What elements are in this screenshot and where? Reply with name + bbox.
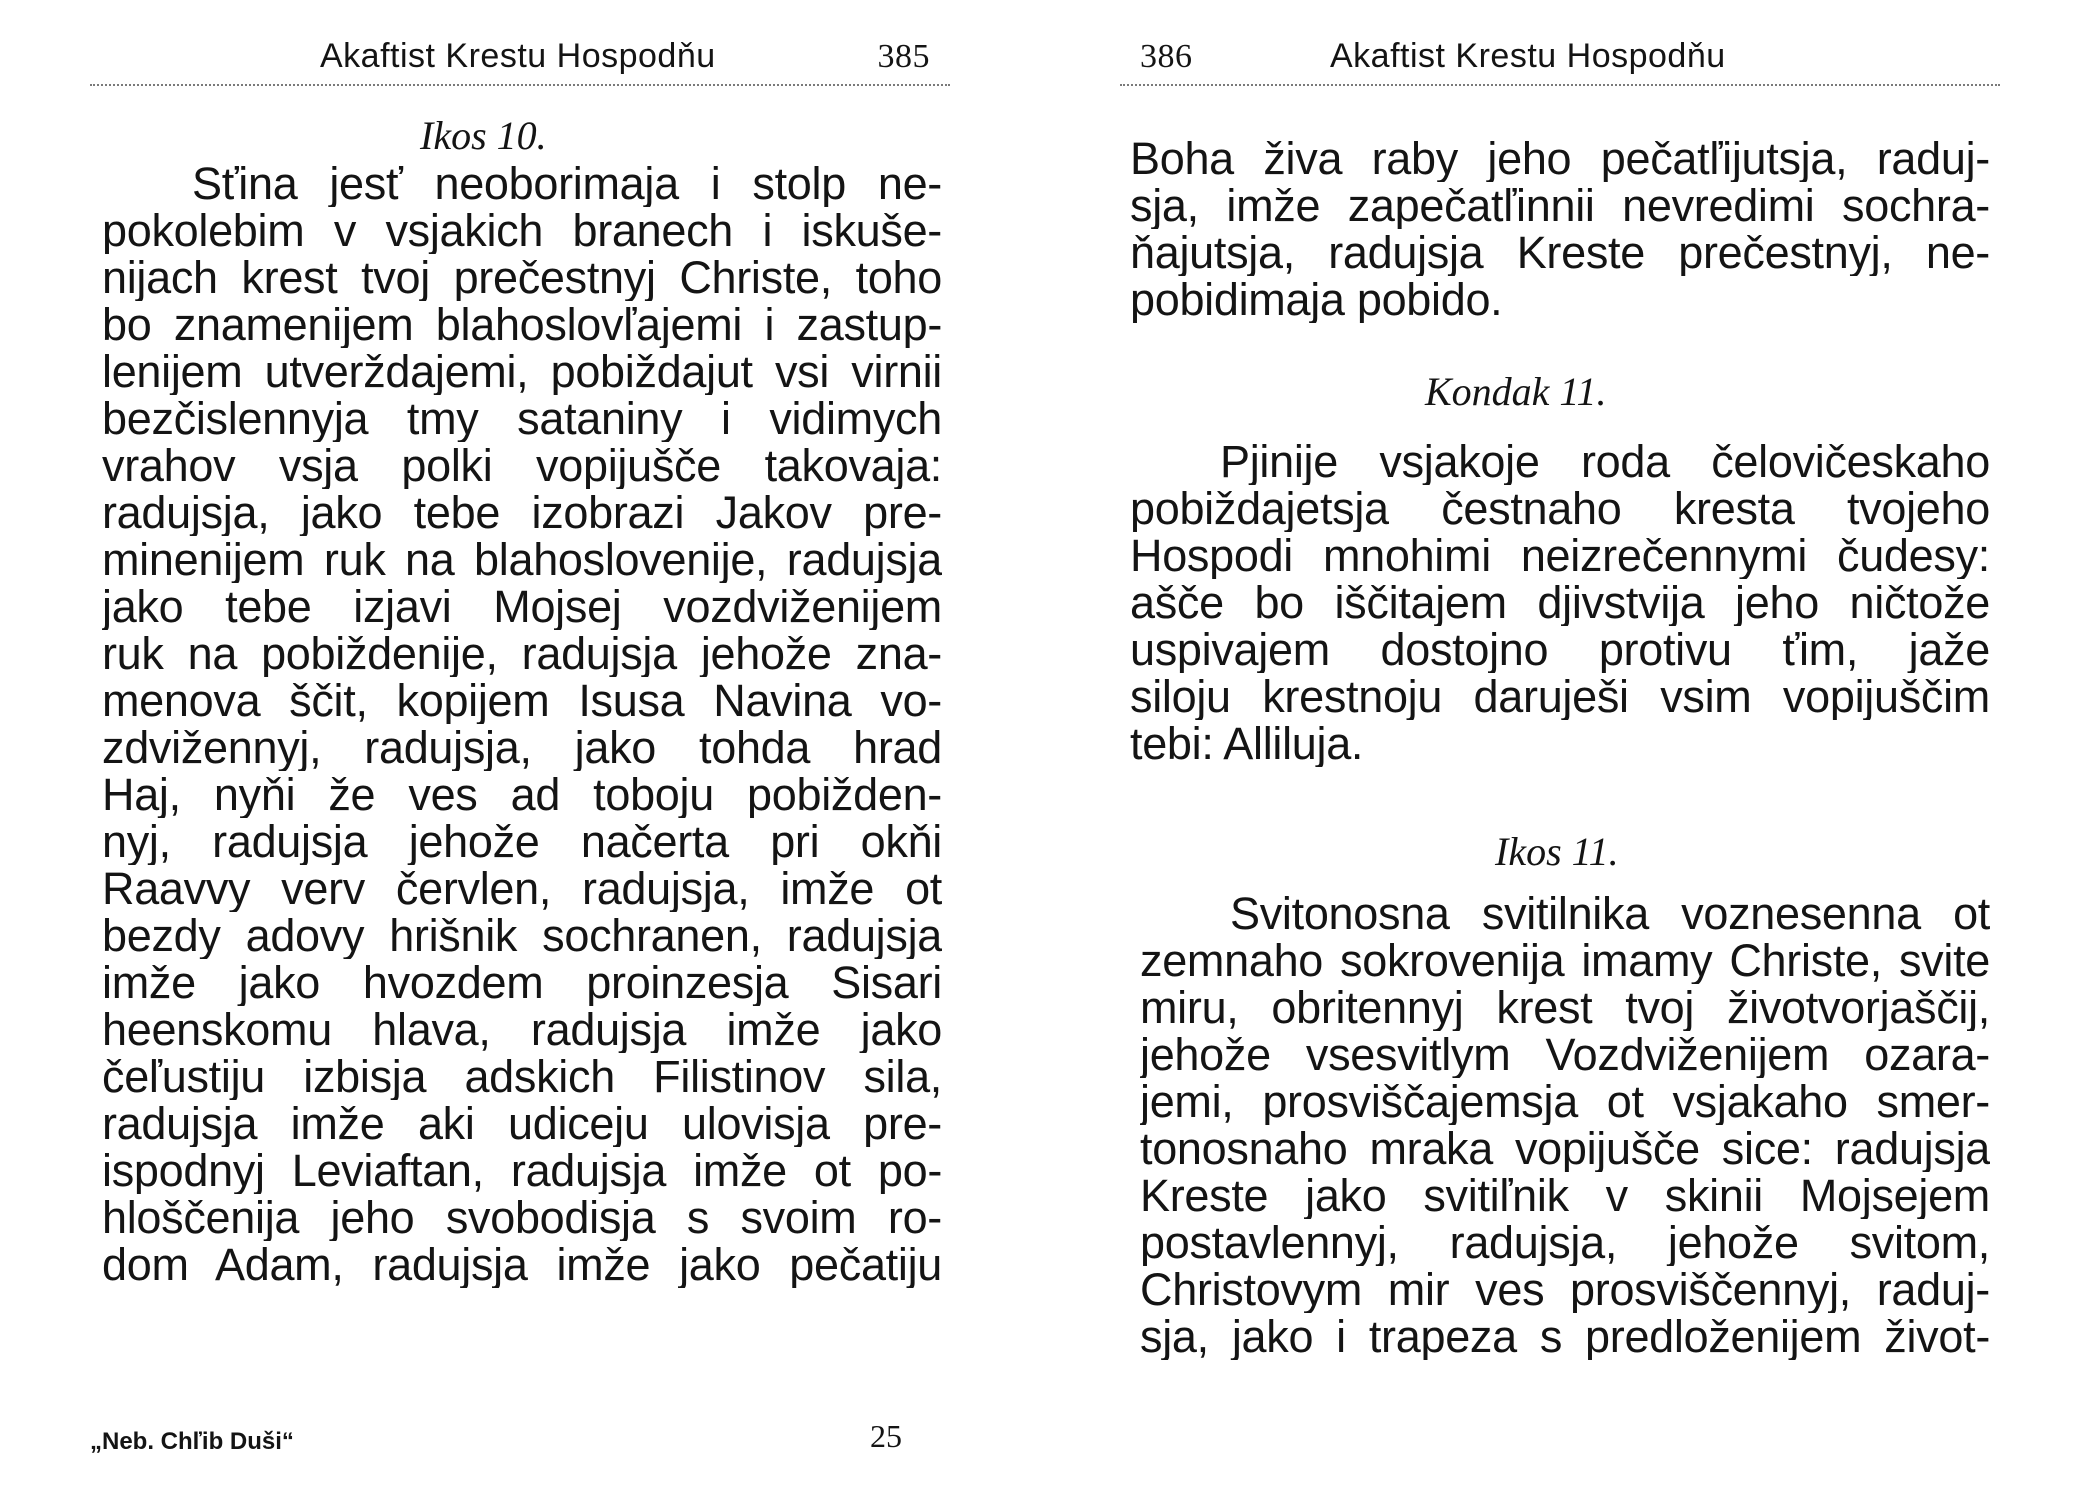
text-line: ňajutsja, radujsja Kreste prečestnyj, ne- bbox=[1130, 229, 1990, 276]
text-line: siloju krestnoju daruješi vsim vopijuščim bbox=[1130, 673, 1990, 720]
text-line: hloščenija jeho svobodisja s svoim ro- bbox=[102, 1194, 942, 1241]
text-line: tebi: Alliluja. bbox=[1130, 720, 1364, 767]
text-line: Kreste jako svitiľnik v skinii Mojsejem bbox=[1140, 1172, 1990, 1219]
text-line: tonosnaho mraka vopijušče sice: radujsja bbox=[1140, 1125, 1990, 1172]
running-head-right bbox=[1120, 32, 2000, 86]
text-line: Christovym mir ves prosviščennyj, raduj- bbox=[1140, 1266, 1990, 1313]
text-line: bo znamenijem blahoslovľajemi i zastup- bbox=[102, 301, 942, 348]
running-head-left bbox=[90, 32, 950, 86]
text-line: imže jako hvozdem proinzesja Sisari bbox=[102, 959, 942, 1006]
gathering-signature: 25 bbox=[870, 1418, 902, 1454]
section-title-ikos-11: Ikos 11. bbox=[1495, 829, 1619, 874]
text-line: ispodnyj Leviaftan, radujsja imže ot po- bbox=[102, 1147, 942, 1194]
kondak-11-text bbox=[1130, 438, 1990, 767]
page-number: 386 bbox=[1140, 38, 1193, 75]
text-line: miru, obritennyj krest tvoj životvorjaščij, bbox=[1140, 984, 1990, 1031]
text-line: vrahov vsja polki vopijušče takovaja: bbox=[102, 442, 942, 489]
text-line: uspivajem dostojno protivu ťim, jaže bbox=[1130, 626, 1990, 673]
section-title-kondak-11: Kondak 11. bbox=[1425, 369, 1607, 414]
text-line: Haj, nyňi že ves ad toboju pobižden- bbox=[102, 771, 942, 818]
text-line: zemnaho sokrovenija imamy Christe, svite bbox=[1140, 937, 1990, 984]
printer-signature-mark: „Neb. Chľib Duši“ bbox=[90, 1428, 294, 1455]
text-line: Sťina jesť neoborimaja i stolp ne- bbox=[192, 160, 942, 207]
text-line: jako tebe izjavi Mojsej vozdviženijem bbox=[102, 583, 942, 630]
text-line: pobiždajetsja čestnaho kresta tvojeho bbox=[1130, 485, 1990, 532]
text-line: bezdy adovy hrišnik sochranen, radujsja bbox=[102, 912, 942, 959]
text-line: Raavvy verv červlen, radujsja, imže ot bbox=[102, 865, 942, 912]
text-line: Boha živa raby jeho pečatľijutsja, raduj- bbox=[1130, 135, 1990, 182]
text-line: minenijem ruk na blahoslovenije, radujsja bbox=[102, 536, 942, 583]
ikos-10-continuation bbox=[1130, 135, 1990, 323]
text-line: nijach krest tvoj prečestnyj Christe, toho bbox=[102, 254, 942, 301]
text-line: ruk na pobiždenije, radujsja jehože zna- bbox=[102, 630, 942, 677]
text-line: pokolebim v vsjakich branech i iskuše- bbox=[102, 207, 942, 254]
text-line: sja, imže zapečatľinnii nevredimi sochra- bbox=[1130, 182, 1990, 229]
left-page bbox=[90, 0, 950, 1500]
running-head-title: Akaftist Krestu Hospodňu bbox=[320, 37, 716, 75]
right-page bbox=[1120, 0, 2000, 1500]
text-line: lenijem utverždajemi, pobiždajut vsi virnii bbox=[102, 348, 942, 395]
text-line: sja, jako i trapeza s predloženijem život- bbox=[1140, 1313, 1990, 1360]
text-line: pobidimaja pobido. bbox=[1130, 276, 1503, 323]
text-line: nyj, radujsja jehože načerta pri okňi bbox=[102, 818, 942, 865]
text-line: radujsja imže aki udiceju ulovisja pre- bbox=[102, 1100, 942, 1147]
ikos-10-text bbox=[102, 160, 942, 1288]
ikos-11-text bbox=[1140, 890, 1990, 1360]
page-number: 385 bbox=[877, 38, 930, 75]
text-line: jemi, prosviščajemsja ot vsjakaho smer- bbox=[1140, 1078, 1990, 1125]
text-line: čeľustiju izbisja adskich Filistinov sila, bbox=[102, 1053, 942, 1100]
text-line: ašče bo iščitajem djivstvija jeho ničtože bbox=[1130, 579, 1990, 626]
text-line: bezčislennyja tmy sataniny i vidimych bbox=[102, 395, 942, 442]
text-line: postavlennyj, radujsja, jehože svitom, bbox=[1140, 1219, 1990, 1266]
section-title-ikos-10: Ikos 10. bbox=[420, 113, 547, 158]
text-line: zdvižennyj, radujsja, jako tohda hrad bbox=[102, 724, 942, 771]
text-line: dom Adam, radujsja imže jako pečatiju bbox=[102, 1241, 942, 1288]
text-line: Pjinije vsjakoje roda čelovičeskaho bbox=[1220, 438, 1990, 485]
text-line: heenskomu hlava, radujsja imže jako bbox=[102, 1006, 942, 1053]
text-line: jehože vsesvitlym Vozdviženijem ozara- bbox=[1140, 1031, 1990, 1078]
running-head-title: Akaftist Krestu Hospodňu bbox=[1330, 37, 1726, 75]
text-line: Hospodi mnohimi neizrečennymi čudesy: bbox=[1130, 532, 1990, 579]
text-line: menova ščit, kopijem Isusa Navina vo- bbox=[102, 677, 942, 724]
text-line: radujsja, jako tebe izobrazi Jakov pre- bbox=[102, 489, 942, 536]
text-line: Svitonosna svitilnika voznesenna ot bbox=[1230, 890, 1990, 937]
